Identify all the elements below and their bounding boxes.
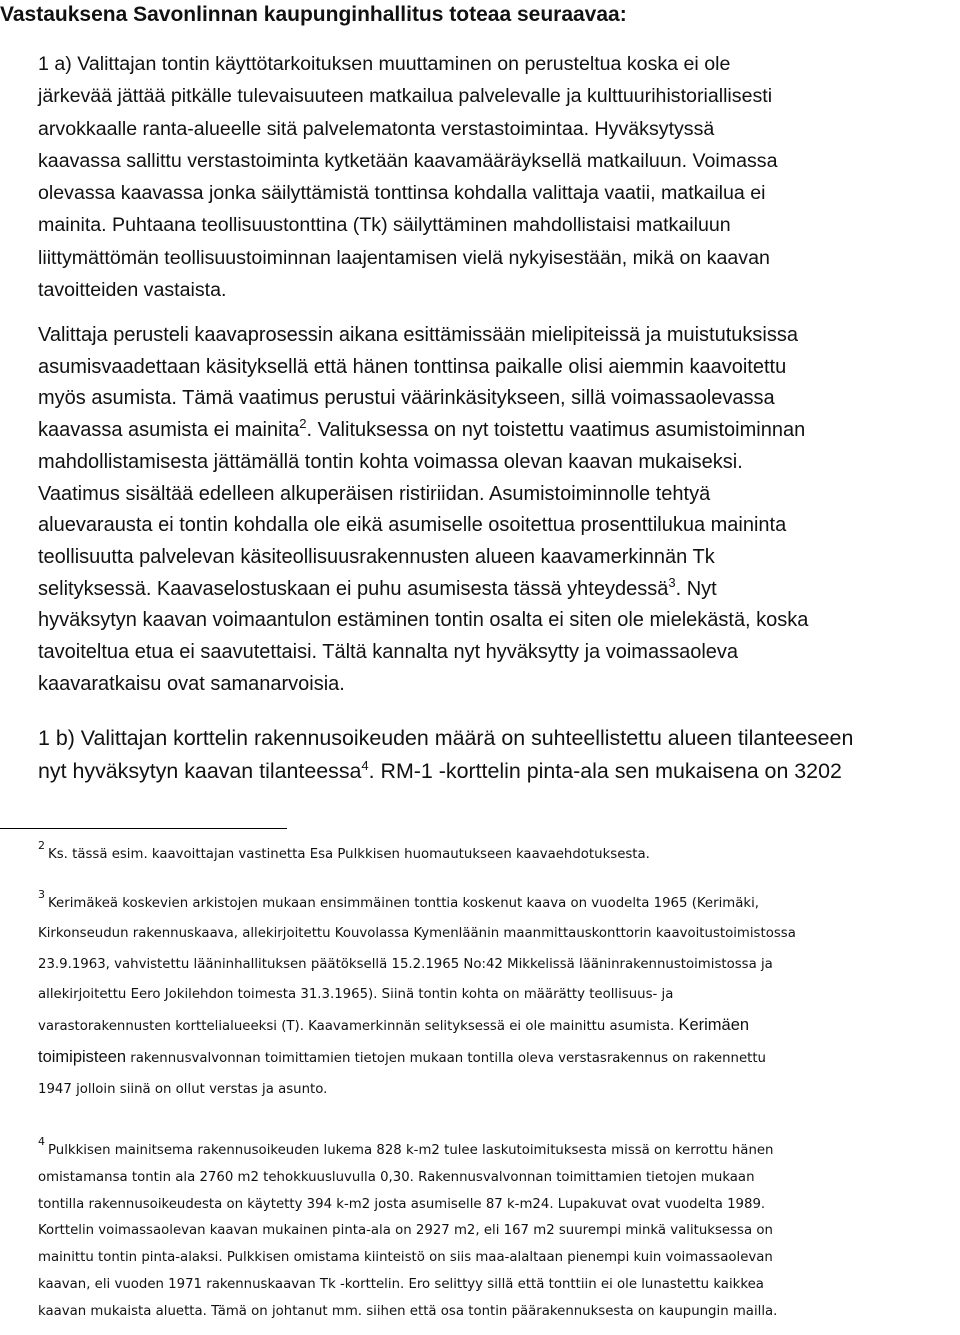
text-line [38,840,948,870]
text-line: Valittaja perusteli kaavaprosessin aikana esittämissään mielipiteissä ja muistutuksissa [38,324,798,346]
footnote-number: 3 [38,888,45,901]
text-line: järkevää jättää pitkälle tulevaisuuteen matkailua palvelevalle ja kulttuurihistoriallisesti [38,85,773,108]
text-segment: varastorakennusten korttelialueeksi (T). Kaavamerkinnän selityksessä ei ole mainittu asumista. [38,1019,679,1035]
text-line [38,574,938,606]
paragraph-asuminen [38,320,938,700]
text-segment: selityksessä. Kaavaselostuskaan ei puhu asumisesta tässä yhteydessä [38,577,669,600]
text-segment: Kerimäen [678,1016,750,1035]
text-line: tavoiteltua etua ei saavutettaisi. Tältä kannalta nyt hyväksytty ja voimassaoleva [38,641,739,664]
text-line: teollisuutta palvelevan käsiteollisuusrakennusten alueen kaavamerkinnän Tk [38,545,715,568]
text-segment: rakennusvalvonnan toimittamien tietojen mukaan tontilla oleva verstasrakennus on rakennettu [126,1051,766,1067]
text-line: kaavan mukaista aluetta. Tämä on johtanut mm. siihen että osa tontin päärakennuksesta on kaupungin mailla. [38,1303,778,1319]
text-line: Korttelin voimassaolevan kaavan mukainen pinta-ala on 2927 m2, eli 167 m2 suurempi minkä valituksessa on [38,1223,773,1239]
text-line: kaavassa sallittu verstastoiminta kytketään kaavamääräyksellä matkailuun. Voimassa [38,149,778,172]
text-line: 1 a) Valittajan tontin käyttötarkoituksen muuttaminen on perusteltua koska ei ole [38,53,731,75]
footnote-separator [0,828,287,829]
text-segment: toimipisteen [38,1048,127,1067]
text-line: mainita. Puhtaana teollisuustonttina (Tk) säilyttäminen mahdollistaisi matkailuun [38,214,731,237]
footnote-text: Pulkkisen mainitsema rakennusoikeuden lukema 828 k-m2 tulee laskutoimituksesta missä on kerrottu hänen [48,1143,774,1158]
text-line: allekirjoitettu Eero Jokilehdon toimesta 31.3.1965). Siinä tontin kohta on määrätty teollisuus- ja [38,986,674,1002]
text-line: myös asumista. Tämä vaatimus perustui väärinkäsitykseen, sillä voimassaolevassa [38,387,775,410]
section-heading: Vastauksena Savonlinnan kaupunginhallitus toteaa seuraavaa: [0,3,627,26]
paragraph-1a [38,48,938,306]
text-segment: kaavassa asumista ei mainita [38,419,300,442]
footnote-4 [38,1135,948,1326]
text-line: olevassa kaavassa jonka säilyttämistä tonttinsa kohdalla valittaja vaatii, matkailua ei [38,182,766,205]
footnote-text: Kerimäkeä koskevien arkistojen mukaan ensimmäinen tonttia koskenut kaava on vuodelta 1965 (Kerimäki, [48,896,759,911]
text-line [38,1010,948,1042]
text-segment: . RM-1 -korttelin pinta-ala sen mukaisena on 3202 [368,758,842,783]
footnote-ref-4[interactable]: 4 [361,757,369,773]
text-segment: . Valituksessa on nyt toistettu vaatimus asumistoiminnan [306,419,806,442]
text-line: omistamansa tontin ala 2760 m2 tehokkuusluvulla 0,30. Rakennusvalvonnan toimittamien tietojen mukaan [38,1169,755,1185]
paragraph-1b [38,722,938,787]
footnote-ref-2[interactable]: 2 [299,416,307,432]
text-line: kaavan, eli vuoden 1971 rakennuskaavan Tk -korttelin. Ero selittyy sillä että tonttiin ei ole lunastettu kaikkea [38,1276,764,1292]
text-segment: . Nyt [675,577,717,600]
text-line: asumisvaadettaan käsityksellä että hänen tonttinsa paikalle olisi aiemmin kaavoitettu [38,355,787,378]
text-line: 1 b) Valittajan korttelin rakennusoikeuden määrä on suhteellistettu alueen tilanteeseen [38,726,854,750]
text-line: tavoitteiden vastaista. [38,279,227,302]
text-segment: nyt hyväksytyn kaavan tilanteessa [38,758,362,783]
text-line [38,755,938,788]
text-line: 23.9.1963, vahvistettu lääninhallituksen päätöksellä 15.2.1965 No:42 Mikkelissä lääninrakennustoimistossa ja [38,956,773,972]
text-line: Vaatimus sisältää edelleen alkuperäisen ristiriidan. Asumistoiminnolle tehtyä [38,482,711,505]
text-line: tontilla rakennusoikeudesta on käytetty 394 k-m2 josta asumiselle 87 k-m24. Lupakuvat ovat vuodelta 1989. [38,1196,766,1212]
footnote-text: Ks. tässä esim. kaavoittajan vastinetta Esa Pulkkisen huomautukseen kaavaehdotuksesta. [48,847,650,862]
footnote-number: 2 [38,839,45,852]
text-line: aluevarausta ei tontin kohdalla ole eikä asumiselle osoitettua prosenttilukua maininta [38,514,787,537]
text-line: mainittu tontin pinta-alaksi. Pulkkisen omistama kiinteistö on siis maa-alaltaan pienempi kuin voimassaolevan [38,1250,773,1266]
text-line [38,889,948,919]
text-line: 1947 jolloin siinä on ollut verstas ja asunto. [38,1081,328,1097]
text-line: hyväksytyn kaavan voimaantulon estäminen tontin osalta ei siten ole mielekästä, koska [38,609,809,632]
text-line [38,1042,948,1074]
footnote-number: 4 [38,1135,45,1148]
text-line: liittymättömän teollisuustoiminnan laajentamisen vielä nykyisestään, mikä on kaavan [38,246,770,269]
footnote-3 [38,889,948,1105]
text-line: mahdollistamisesta jättämällä tontin kohta voimassa olevan kaavan mukaiseksi. [38,450,743,473]
text-line [38,415,938,447]
text-line: arvokkaalle ranta-alueelle sitä palvelematonta verstastoimintaa. Hyväksytyssä [38,117,715,140]
text-line [38,1135,948,1165]
footnote-2 [38,840,948,870]
footnote-ref-3[interactable]: 3 [668,574,676,590]
text-line: kaavaratkaisu ovat samanarvoisia. [38,672,345,695]
text-line: Kirkonseudun rakennuskaava, allekirjoitettu Kouvolassa Kymenläänin maanmittauskonttorin kaavoitustoimistossa [38,926,796,942]
